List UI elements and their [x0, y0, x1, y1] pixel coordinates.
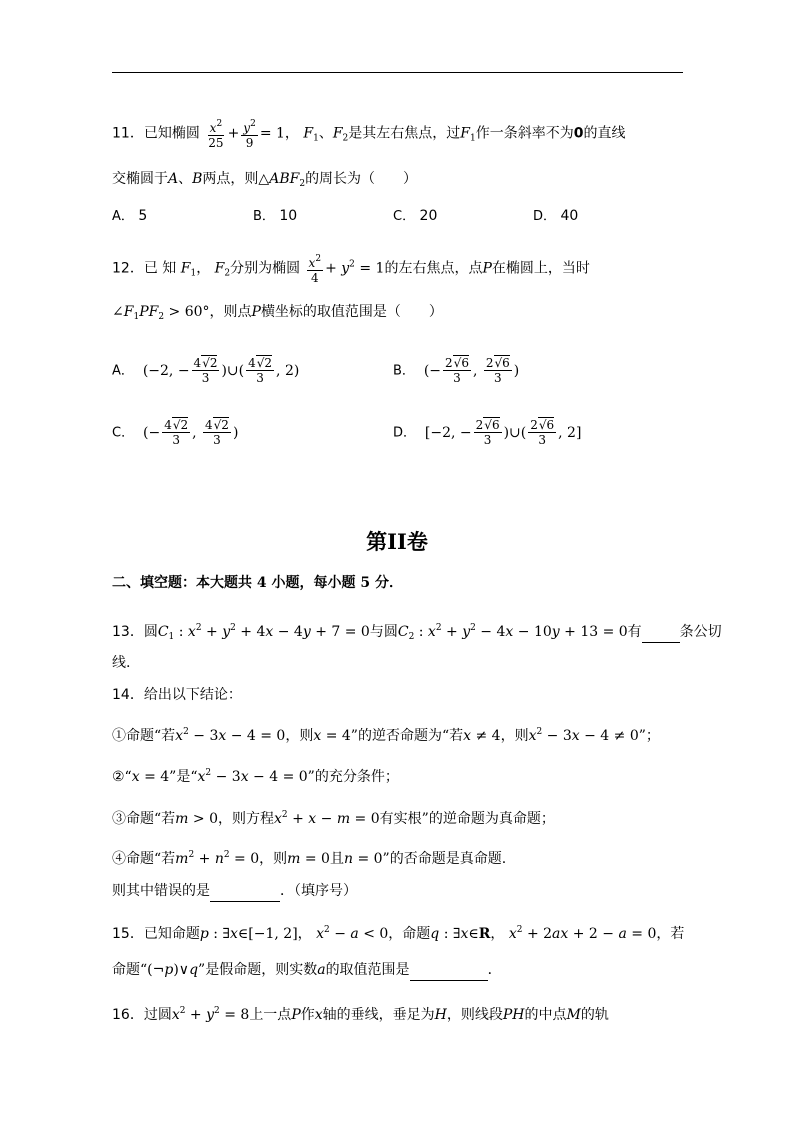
- q11-line2: 交椭圆于A、B两点，则$\triangle ABF_2$的周长为（ ）: [112, 171, 418, 189]
- q12-number: 12．: [112, 260, 144, 277]
- q12-option-c: C． (− $\frac{4√2}{3}$ , $\frac{4√2}{3}$ ): [112, 418, 239, 447]
- q14-answer-blank: [210, 881, 280, 902]
- q13-line2: 线.: [112, 655, 131, 671]
- q11-text-a: 已知椭圆: [143, 125, 200, 142]
- q11-option-c: C． 20: [393, 208, 438, 224]
- q14-intro: 14．给出以下结论：: [112, 687, 242, 703]
- q12-option-d: D． [−2, − $\frac{2√6}{3}$ )∪( $\frac{2√6}{3}$ , 2]: [393, 418, 582, 447]
- q11-fraction-y: $\frac{y^2}{9}$: [243, 119, 256, 150]
- q11-option-b: B． 10: [253, 208, 298, 224]
- q14-item4: ④命题“若$m^2 + n^2 = 0$，则m = 0且n = 0”的否命题是真命题.: [112, 850, 507, 867]
- q11-fraction-x: $\frac{x^2}{25}$: [208, 119, 224, 150]
- q16-line1: 16．过圆$x^2 + y^2 = 8$上一点P作x轴的垂线，垂足为H，则线段PH的中点M的轨: [112, 1006, 609, 1023]
- q15-answer-blank: [410, 960, 488, 981]
- q12-line1: 12．已 知 $F_1$， $F_2$分别为椭圆 $\frac{x^2}{4}$ + $y^2 = 1$的左右焦点，点P在椭圆上，当时: [112, 254, 590, 285]
- q14-item2: ②“x = 4”是“$x^2 - 3x - 4 = 0$”的充分条件；: [112, 768, 399, 785]
- section-subtitle: 二、填空题：本大题共 4 小题，每小题 5 分．: [112, 575, 403, 591]
- q14-item1: ①命题“若$x^2 - 3x - 4 = 0$，则x = 4”的逆否命题为“若x ≠ 4，则$x^2 - 3x - 4 \ne 0$”；: [112, 727, 660, 744]
- q13-line1: 13．圆$C_1$ : $x^2 + y^2 + 4x - 4y + 7 = 0$与圆$C_2$ : $x^2 + y^2 - 4x - 10y + 13 = 0$有 条公切: [112, 623, 722, 642]
- q11-line1: 11．已知椭圆 $\frac{x^2}{25}$ + $\frac{y^2}{9}$ = 1， $F_1$、$F_2$是其左右焦点，过$F_1$作一条斜率不为0的直线: [112, 119, 626, 150]
- q12-fraction: $\frac{x^2}{4}$: [308, 254, 322, 285]
- section-title: 第II卷: [366, 529, 428, 554]
- header-rule: [112, 72, 683, 73]
- q11-option-a: A． 5: [112, 208, 148, 224]
- q13-answer-blank: [642, 622, 680, 643]
- q12-option-b: B． (− $\frac{2√6}{3}$ , $\frac{2√6}{3}$ ): [393, 356, 520, 385]
- q14-question: 则其中错误的是 ．（填序号）: [112, 881, 357, 902]
- q15-line2: 命题“(¬p)∨q”是假命题，则实数a的取值范围是 ．: [112, 960, 502, 981]
- q12-line2: $\angle F_1PF_2 > 60^\circ$，则点P横坐标的取值范围是（ ）: [112, 304, 443, 322]
- q15-line1: 15．已知命题p : ∃x∈[−1, 2]， $x^2 - a < 0$，命题q : ∃x∈R， $x^2 + 2ax + 2 - a = 0$，若: [112, 925, 685, 942]
- q11-option-d: D． 40: [533, 208, 579, 224]
- q11-number: 11．: [112, 125, 144, 142]
- q12-option-a: A． (−2, − $\frac{4√2}{3}$ )∪( $\frac{4√2}{3}$ , 2): [112, 356, 300, 385]
- q14-item3: ③命题“若m > 0，则方程$x^2 + x - m = 0$有实根”的逆命题为真命题；: [112, 810, 555, 827]
